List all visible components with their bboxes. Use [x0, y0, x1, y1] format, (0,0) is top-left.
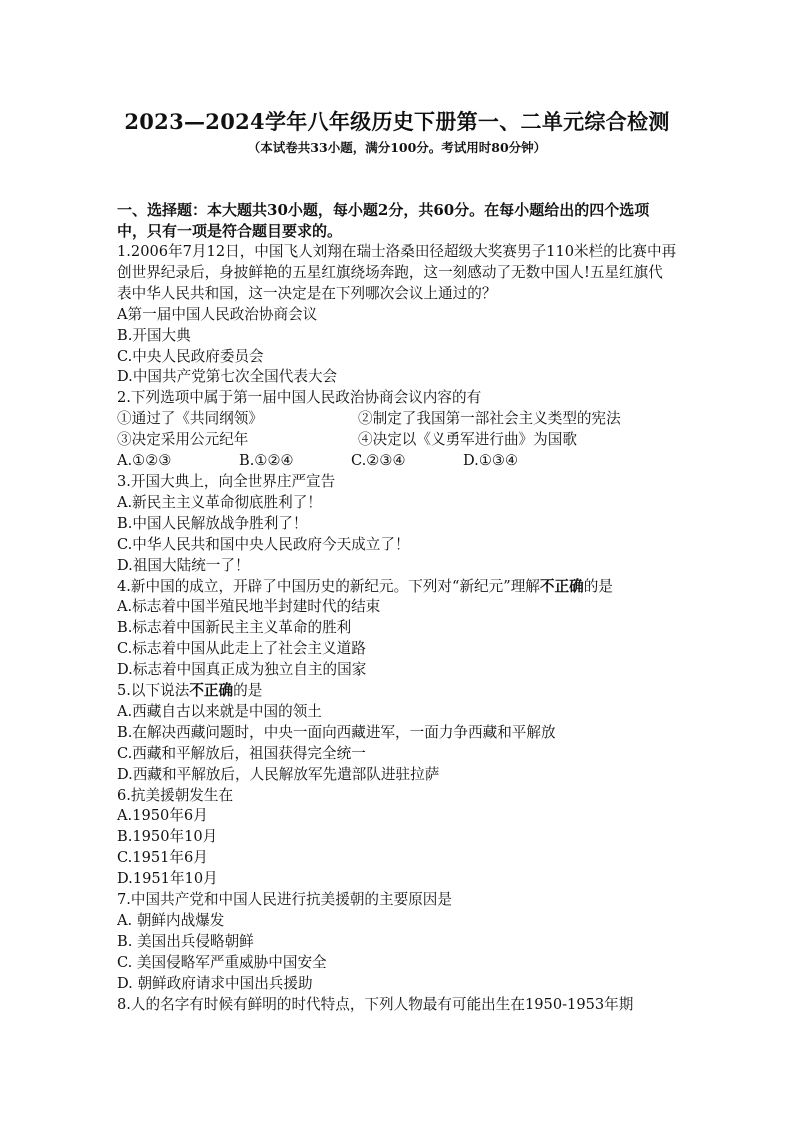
q4-option-c: C.标志着中国从此走上了社会主义道路 [117, 640, 366, 658]
question-4-stem [117, 577, 677, 598]
q6-option-c: C.1951年6月 [117, 849, 208, 867]
q2-options [117, 451, 677, 472]
q2-option-b: B.①②④ [239, 452, 294, 470]
question-1-stem: 1.2006年7月12日，中国飞人刘翔在瑞士洛桑田径超级大奖赛男子110米栏的比赛中再创世界纪录后，身披鲜艳的五星红旗绕场奔跑，这一刻感动了无数中国人!五星红旗代表中华人民共和国，这一决定是在下列哪次会议上通过的？ [117, 243, 677, 302]
question-7-stem: 7.中国共产党和中国人民进行抗美援朝的主要原因是 [117, 891, 452, 909]
q7-option-b: B. 美国出兵侵略朝鲜 [117, 932, 254, 950]
q4-stem-end: 的是 [583, 577, 613, 595]
q6-option-d: D.1951年10月 [117, 870, 218, 888]
q5-stem-end: 的是 [233, 682, 263, 700]
section-heading: 一、选择题：本大题共30小题，每小题2分，共60分。在每小题给出的四个选项中，只有一项是符合题目要求的。 [117, 201, 650, 240]
q5-option-c: C.西藏和平解放后，祖国获得完全统一 [117, 744, 366, 762]
question-8-stem: 8.人的名字有时候有鲜明的时代特点，下列人物最有可能出生在1950-1953年期 [117, 995, 634, 1013]
q7-option-a: A. 朝鲜内战爆发 [117, 912, 225, 929]
q2-statements-row-1 [117, 409, 677, 430]
q5-option-a: A.西藏自古以来就是中国的领土 [117, 702, 322, 720]
q2-statement-4: ④决定以《义勇军进行曲》为国歌 [358, 431, 577, 449]
q3-option-d: D.祖国大陆统一了！ [117, 556, 250, 574]
q6-option-b: B.1950年10月 [117, 828, 218, 846]
q4-option-b: B.标志着中国新民主主义革命的胜利 [117, 619, 352, 637]
exam-title: 2023—2024学年八年级历史下册第一、二单元综合检测 [124, 109, 670, 134]
q4-option-a: A.标志着中国半殖民地半封建时代的结束 [117, 598, 381, 616]
q4-stem-emphasis: 不正确 [539, 577, 584, 595]
question-3-stem: 3.开国大典上，向全世界庄严宣告 [117, 472, 336, 490]
q2-statement-1: ①通过了《共同纲领》 [117, 410, 263, 428]
question-6-stem: 6.抗美援朝发生在 [117, 786, 234, 804]
q7-option-c: C. 美国侵略军严重威胁中国安全 [117, 953, 327, 971]
exam-content [117, 200, 677, 1016]
q7-option-d: D. 朝鲜政府请求中国出兵援助 [117, 974, 313, 992]
question-2-stem: 2.下列选项中属于第一届中国人民政治协商会议内容的有 [117, 389, 482, 407]
q4-stem-text: 4.新中国的成立，开辟了中国历史的新纪元。下列对“新纪元”理解 [117, 577, 540, 595]
q5-option-d: D.西藏和平解放后，人民解放军先遣部队进驻拉萨 [117, 765, 440, 783]
q3-option-b: B.中国人民解放战争胜利了！ [117, 514, 308, 532]
q5-stem-emphasis: 不正确 [189, 682, 234, 700]
q6-option-a: A.1950年6月 [117, 807, 208, 825]
q2-statement-3: ③决定采用公元纪年 [117, 431, 249, 449]
q2-option-c: C.②③④ [351, 452, 406, 470]
q2-statements-row-2 [117, 430, 677, 451]
q5-stem-text: 5.以下说法 [117, 682, 190, 700]
q4-option-d: D.标志着中国真正成为独立自主的国家 [117, 661, 367, 679]
q1-option-b: B.开国大典 [117, 326, 191, 344]
q1-option-c: C.中央人民政府委员会 [117, 347, 264, 365]
exam-subtitle: （本试卷共33小题，满分100分。考试用时80分钟） [247, 140, 547, 155]
q2-statement-2: ②制定了我国第一部社会主义类型的宪法 [358, 410, 621, 428]
q5-option-b: B.在解决西藏问题时，中央一面向西藏进军，一面力争西藏和平解放 [117, 723, 556, 741]
q2-option-a: A.①②③ [117, 452, 172, 470]
q3-option-a: A.新民主主义革命彻底胜利了！ [117, 493, 322, 511]
q2-option-d: D.①③④ [463, 452, 519, 470]
q1-option-a: A第一届中国人民政治协商会议 [117, 305, 318, 323]
question-5-stem [117, 681, 677, 702]
q3-option-c: C.中华人民共和国中央人民政府今天成立了！ [117, 535, 410, 553]
q1-option-d: D.中国共产党第七次全国代表大会 [117, 368, 338, 386]
